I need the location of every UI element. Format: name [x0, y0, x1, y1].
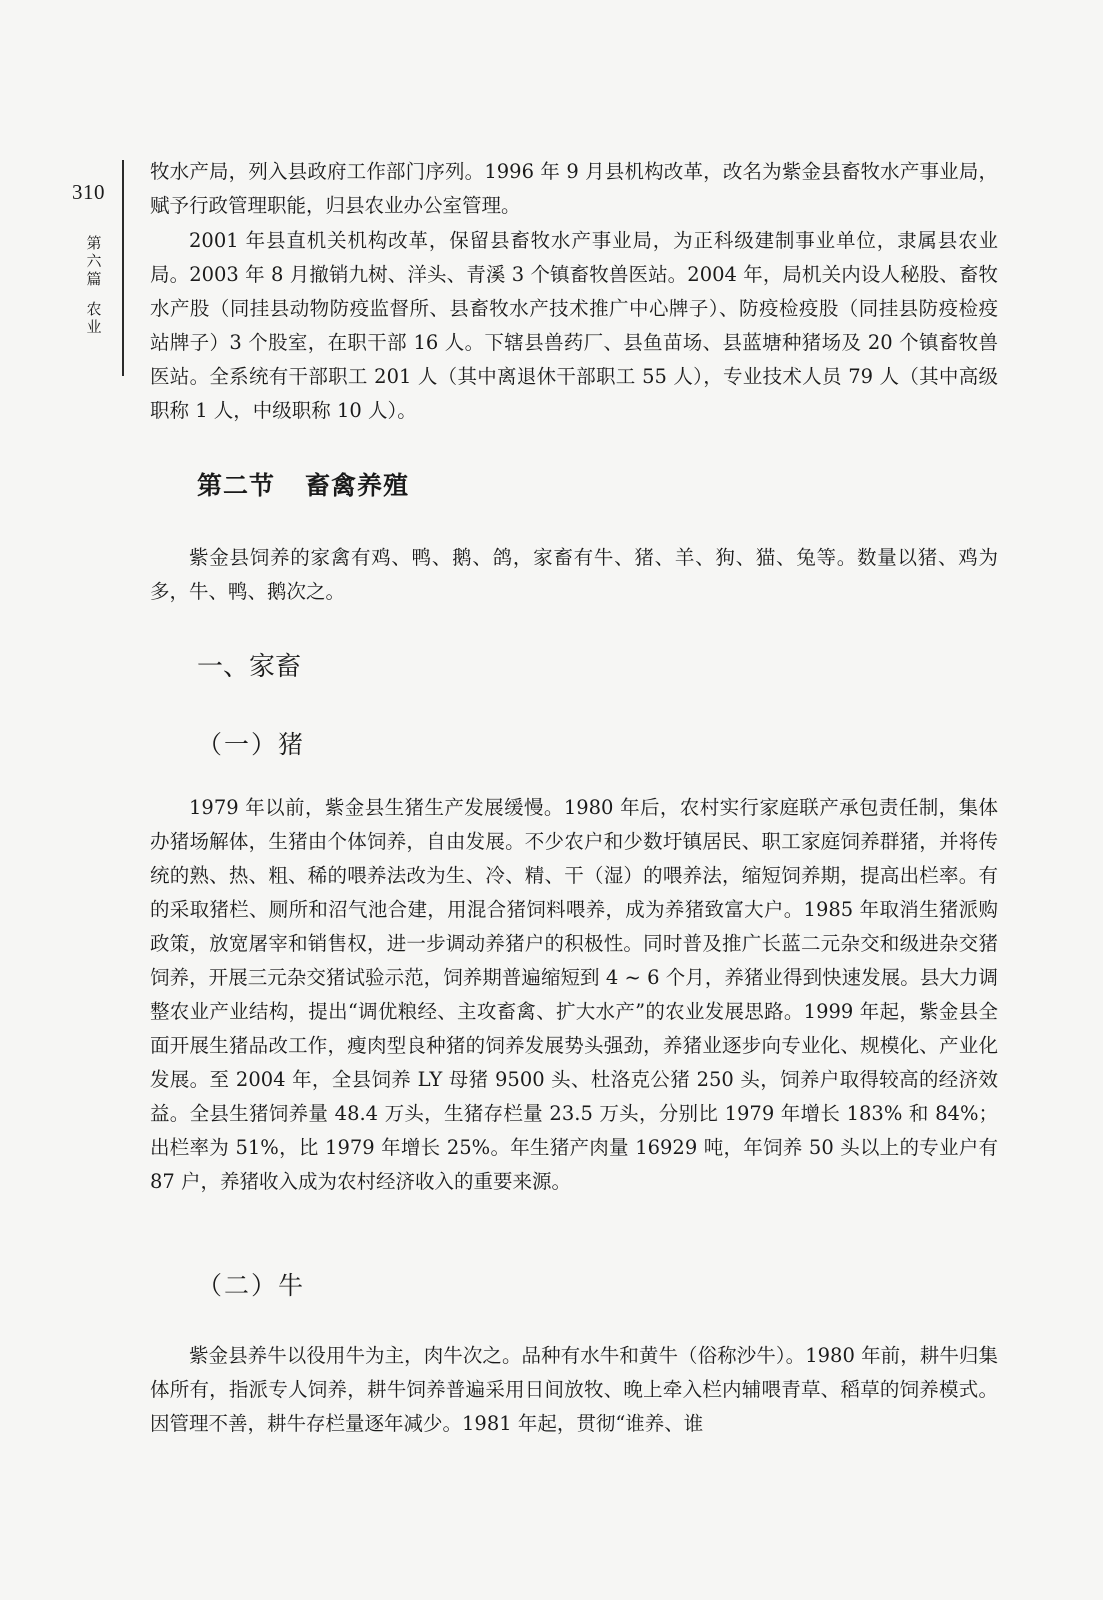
pig-paragraph: 1979 年以前，紫金县生猪生产发展缓慢。1980 年后，农村实行家庭联产承包责任制，集体办猪场解体，生猪由个体饲养，自由发展。不少农户和少数圩镇居民、职工家庭饲养群猪，并将传统的熟、热、粗、稀的喂养法改为生、冷、精、干（湿）的喂养法，缩短饲养期，提高出栏率。有的采取猪栏、厕所和沼气池合建，用混合猪饲料喂养，成为养猪致富大户。1985 年取消生猪派购政策，放宽屠宰和销售权，进一步调动养猪户的积极性。同时普及推广长蓝二元杂交和级进杂交猪饲养，开展三元杂交猪试验示范，饲养期普遍缩短到 4 ~ 6 个月，养猪业得到快速发展。县大力调整农业产业结构，提出“调优粮经、主攻畜禽、扩大水产”的农业发展思路。1999 年起，紫金县全面开展生猪品改工作，瘦肉型良种猪的饲养发展势头强劲，养猪业逐步向专业化、规模化、产业化发展。至 2004 年，全县饲养 LY 母猪 9500 头、杜洛克公猪 250 头，饲养户取得较高的经济效益。全县生猪饲养量 48.4 万头，生猪存栏量 23.5 万头，分别比 1979 年增长 183% 和 84%；出栏率为 51%，比 1979 年增长 25%。年生猪产肉量 16929 吨，年饲养 50 头以上的专业户有 87 户，养猪收入成为农村经济收入的重要来源。: [150, 796, 998, 1193]
running-head-part: 第六篇: [86, 234, 102, 288]
section-name: 畜禽养殖: [305, 471, 410, 500]
livestock-heading: 一、家畜: [197, 652, 302, 682]
running-head: [84, 234, 104, 336]
paragraph-institution-reform: 2001 年县直机关机构改革，保留县畜牧水产事业局，为正科级建制事业单位，隶属县农业局。2003 年 8 月撤销九树、洋头、青溪 3 个镇畜牧兽医站。2004 年，局机关内设人秘股、畜牧水产股（同挂县动物防疫监督所、县畜牧水产技术推广中心牌子）、防疫检疫股（同挂县防疫检疫站牌子）3 个股室，在职干部 16 人。下辖县兽药厂、县鱼苗场、县蓝塘种猪场及 20 个镇畜牧兽医站。全系统有干部职工 201 人（其中离退休干部职工 55 人），专业技术人员 79 人（其中高级职称 1 人，中级职称 10 人）。: [150, 229, 998, 422]
pig-heading: （一）猪: [197, 730, 306, 759]
cattle-heading: （二）牛: [197, 1271, 306, 1300]
cattle-paragraph: 紫金县养牛以役用牛为主，肉牛次之。品种有水牛和黄牛（俗称沙牛）。1980 年前，耕牛归集体所有，指派专人饲养，耕牛饲养普遍采用日间放牧、晚上牵入栏内辅喂青草、稻草的饲养模式。因管理不善，耕牛存栏量逐年减少。1981 年起，贯彻“谁养、谁: [150, 1344, 998, 1435]
section-number: 第二节: [197, 471, 276, 500]
section-intro: 紫金县饲养的家禽有鸡、鸭、鹅、鸽，家畜有牛、猪、羊、狗、猫、兔等。数量以猪、鸡为多，牛、鸭、鹅次之。: [150, 546, 998, 603]
margin-rule: [122, 160, 124, 376]
paragraph-continued: 牧水产局，列入县政府工作部门序列。1996 年 9 月县机构改革，改名为紫金县畜牧水产事业局，赋予行政管理职能，归县农业办公室管理。: [150, 160, 998, 217]
page-number: 310: [72, 180, 105, 204]
running-head-subject: 农业: [86, 300, 102, 336]
section-title: [197, 466, 409, 502]
